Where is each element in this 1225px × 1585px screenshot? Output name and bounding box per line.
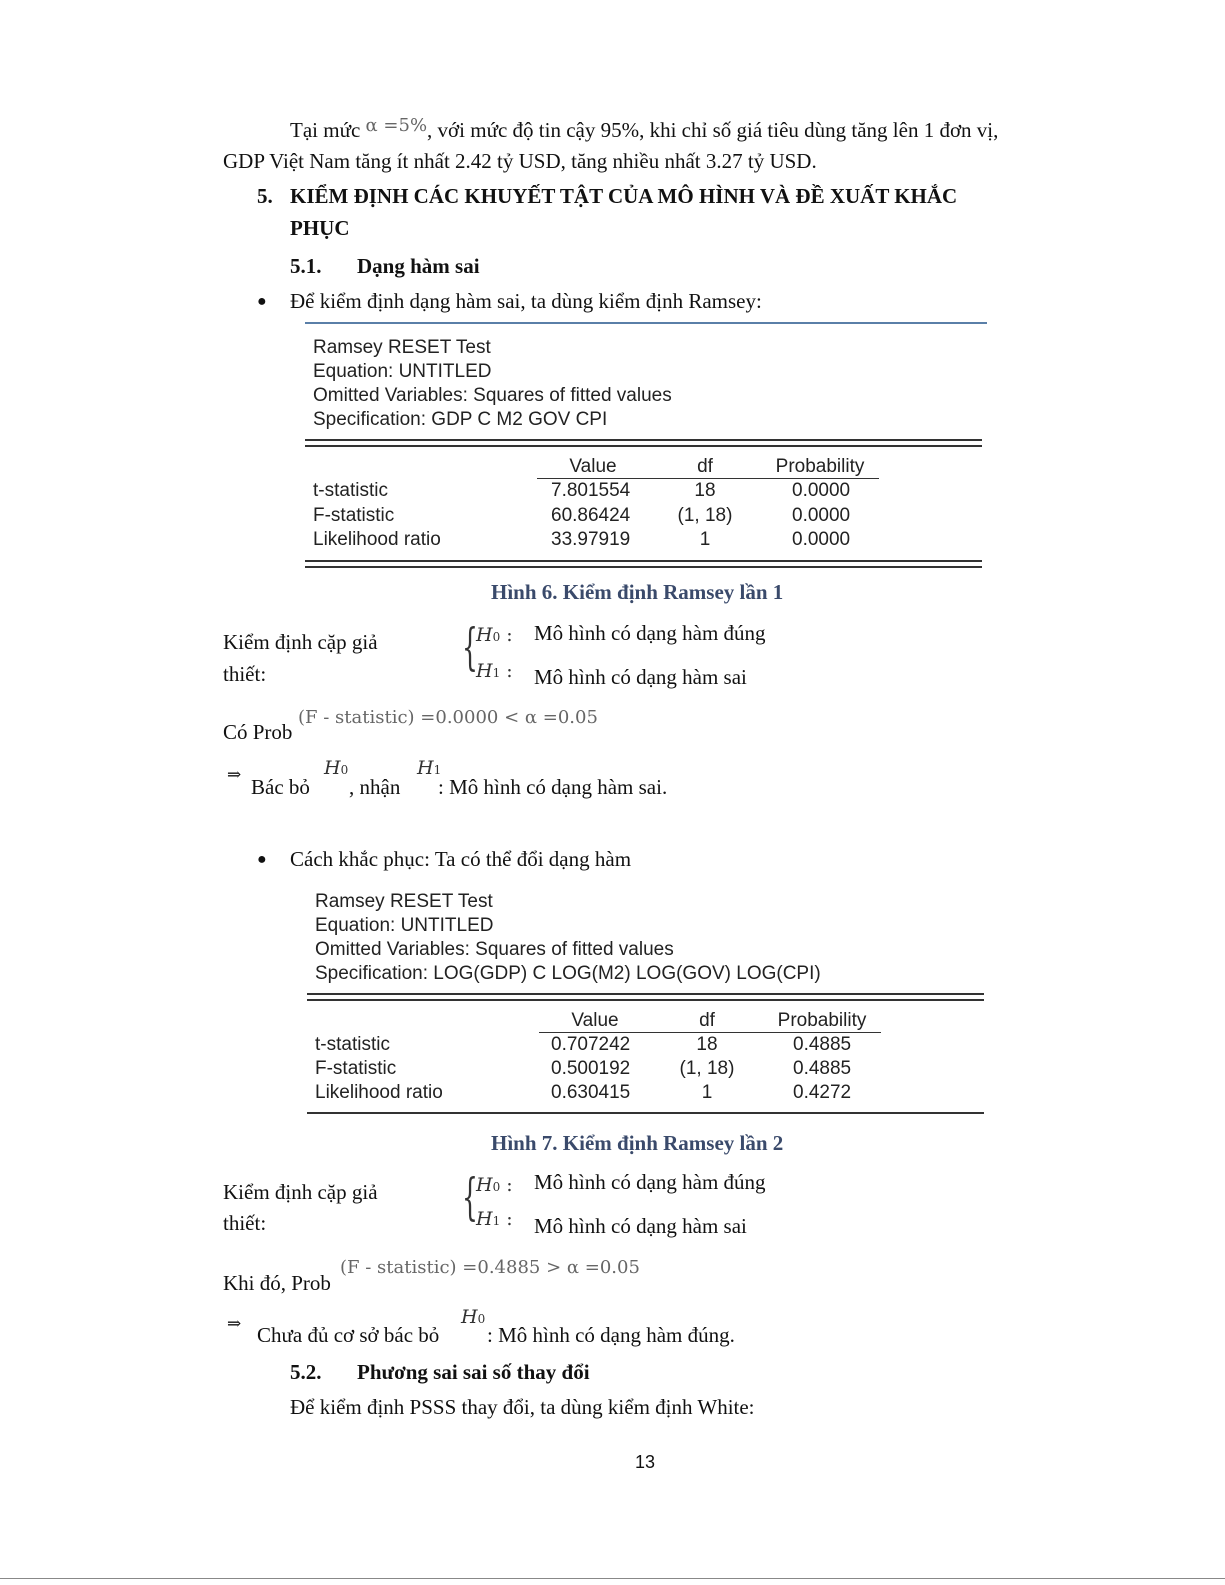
ramsey-2-col-prob: Probability [763, 1010, 881, 1033]
hyp-1-brace: { [462, 618, 478, 676]
ramsey-2-header-3: Omitted Variables: Squares of fitted values [315, 939, 674, 960]
ramsey-1-row-1-df: 18 [694, 480, 716, 501]
intro-line-2: GDP Việt Nam tăng ít nhất 2.42 tỷ USD, tăng nhiều nhất 3.27 tỷ USD. [223, 149, 817, 173]
ramsey-2-row-1-df: 18 [696, 1034, 718, 1055]
ramsey-1-header-4: Specification: GDP C M2 GOV CPI [313, 409, 608, 430]
ramsey-1-top-line [305, 322, 987, 324]
section-52-number: 5.2. [290, 1360, 322, 1384]
section-5-title-line-1: KIỂM ĐỊNH CÁC KHUYẾT TẬT CỦA MÔ HÌNH VÀ ĐỀ XUẤT KHẮC [290, 184, 958, 208]
ramsey-1-header-3: Omitted Variables: Squares of fitted values [313, 385, 672, 406]
ramsey-2-row-2-value: 0.500192 [551, 1058, 631, 1079]
hyp-2-label-2: thiết: [223, 1211, 267, 1235]
section-51-title: Dạng hàm sai [357, 254, 480, 278]
figure-7-caption: Hình 7. Kiểm định Ramsey lần 2 [491, 1131, 784, 1155]
page-number: 13 [635, 1452, 656, 1472]
hyp-2-h0-text: Mô hình có dạng hàm đúng [534, 1170, 766, 1194]
ramsey-2-row-2-prob: 0.4885 [793, 1058, 852, 1079]
ramsey-1-row-3-df: 1 [699, 529, 711, 550]
conclusion-1-text-b: , nhận [349, 775, 401, 799]
page-bottom-rule [0, 1578, 1225, 1579]
ramsey-1-header-2: Equation: UNTITLED [313, 361, 492, 382]
figure-6-caption: Hình 6. Kiểm định Ramsey lần 1 [491, 580, 784, 604]
ramsey-1-divider [305, 439, 982, 447]
ramsey-1-row-2-label: F-statistic [313, 505, 395, 526]
conclusion-1-h1: H1 [417, 757, 442, 779]
bullet-icon: ● [257, 851, 267, 868]
ramsey-2-header-4: Specification: LOG(GDP) C LOG(M2) LOG(GOV) LOG(CPI) [315, 963, 821, 984]
ramsey-2-row-3-value: 0.630415 [551, 1082, 631, 1103]
alpha-symbol: α =5% [365, 115, 428, 136]
prob-1-prefix: Có Prob [223, 720, 293, 744]
ramsey-1-col-value: Value [537, 456, 649, 479]
ramsey-2-bottom-line [307, 1112, 984, 1114]
hyp-2-h1-text: Mô hình có dạng hàm sai [534, 1214, 747, 1238]
hyp-2-label-1: Kiểm định cặp giả [223, 1180, 378, 1204]
ramsey-output-2 [307, 876, 989, 1116]
conclusion-2-text-b: : Mô hình có dạng hàm đúng. [487, 1323, 735, 1347]
ramsey-2-row-1-label: t-statistic [315, 1034, 390, 1055]
ramsey-2-row-1-value: 0.707242 [551, 1034, 631, 1055]
hyp-2-h0: H0 : [476, 1174, 513, 1196]
ramsey-2-row-3-prob: 0.4272 [793, 1082, 852, 1103]
ramsey-1-row-1-label: t-statistic [313, 480, 388, 501]
implies-icon: ⇒ [227, 1314, 242, 1333]
hyp-1-h1: H1 : [476, 660, 513, 682]
hyp-1-h0: H0 : [476, 624, 513, 646]
ramsey-2-row-2-df: (1, 18) [679, 1058, 735, 1079]
ramsey-1-bottom-divider [305, 560, 982, 568]
ramsey-2-row-3-df: 1 [701, 1082, 713, 1103]
ramsey-2-row-3-label: Likelihood ratio [315, 1082, 443, 1103]
ramsey-1-row-1-prob: 0.0000 [792, 480, 851, 501]
ramsey-2-col-value: Value [539, 1010, 651, 1033]
ramsey-2-col-df: df [651, 1010, 763, 1033]
ramsey-1-row-2-prob: 0.0000 [792, 505, 851, 526]
ramsey-1-col-prob: Probability [761, 456, 879, 479]
ramsey-1-row-2-value: 60.86424 [551, 505, 631, 526]
ramsey-1-row-1-value: 7.801554 [551, 480, 631, 501]
hyp-1-label-1: Kiểm định cặp giả [223, 630, 378, 654]
hyp-1-h1-text: Mô hình có dạng hàm sai [534, 665, 747, 689]
section-5-title-line-2: PHỤC [290, 216, 350, 240]
bullet-text-fix: Cách khắc phục: Ta có thể đổi dạng hàm [290, 847, 632, 871]
prob-2-expression: (F - statistic) =0.4885 > α =0.05 [340, 1257, 640, 1278]
ramsey-2-row-1-prob: 0.4885 [793, 1034, 852, 1055]
ramsey-1-col-df: df [649, 456, 761, 479]
section-5-number: 5. [257, 184, 273, 208]
prob-2-prefix: Khi đó, Prob [223, 1271, 331, 1295]
section-51-number: 5.1. [290, 254, 322, 278]
bullet-text-ramsey: Để kiểm định dạng hàm sai, ta dùng kiểm định Ramsey: [290, 289, 762, 313]
section-52-title: Phương sai sai số thay đổi [357, 1360, 590, 1384]
ramsey-output-1 [305, 322, 987, 570]
conclusion-1-text-c: : Mô hình có dạng hàm sai. [438, 775, 668, 799]
ramsey-1-row-3-label: Likelihood ratio [313, 529, 441, 550]
ramsey-2-header-1: Ramsey RESET Test [315, 891, 493, 912]
prob-1-expression: (F - statistic) =0.0000 < α =0.05 [298, 707, 598, 728]
conclusion-2-text-a: Chưa đủ cơ sở bác bỏ [257, 1323, 440, 1347]
bullet-icon: ● [257, 293, 267, 310]
conclusion-1-h0: H0 [324, 757, 349, 779]
ramsey-1-row-3-prob: 0.0000 [792, 529, 851, 550]
conclusion-1-text-a: Bác bỏ [251, 775, 310, 799]
ramsey-1-row-2-df: (1, 18) [677, 505, 733, 526]
implies-icon: ⇒ [227, 765, 242, 784]
ramsey-2-row-2-label: F-statistic [315, 1058, 397, 1079]
hyp-1-h0-text: Mô hình có dạng hàm đúng [534, 621, 766, 645]
section-52-text: Để kiểm định PSSS thay đổi, ta dùng kiểm định White: [290, 1395, 755, 1419]
hyp-2-brace: { [462, 1168, 478, 1226]
conclusion-2-h0: H0 [461, 1306, 486, 1328]
ramsey-1-header-1: Ramsey RESET Test [313, 337, 491, 358]
ramsey-2-divider [307, 993, 984, 1001]
intro-line-1: Tại mức α =5%, với mức độ tin cậy 95%, khi chỉ số giá tiêu dùng tăng lên 1 đơn vị, [290, 115, 999, 142]
hyp-2-h1: H1 : [476, 1208, 513, 1230]
hyp-1-label-2: thiết: [223, 662, 267, 686]
ramsey-1-row-3-value: 33.97919 [551, 529, 631, 550]
ramsey-2-header-2: Equation: UNTITLED [315, 915, 494, 936]
